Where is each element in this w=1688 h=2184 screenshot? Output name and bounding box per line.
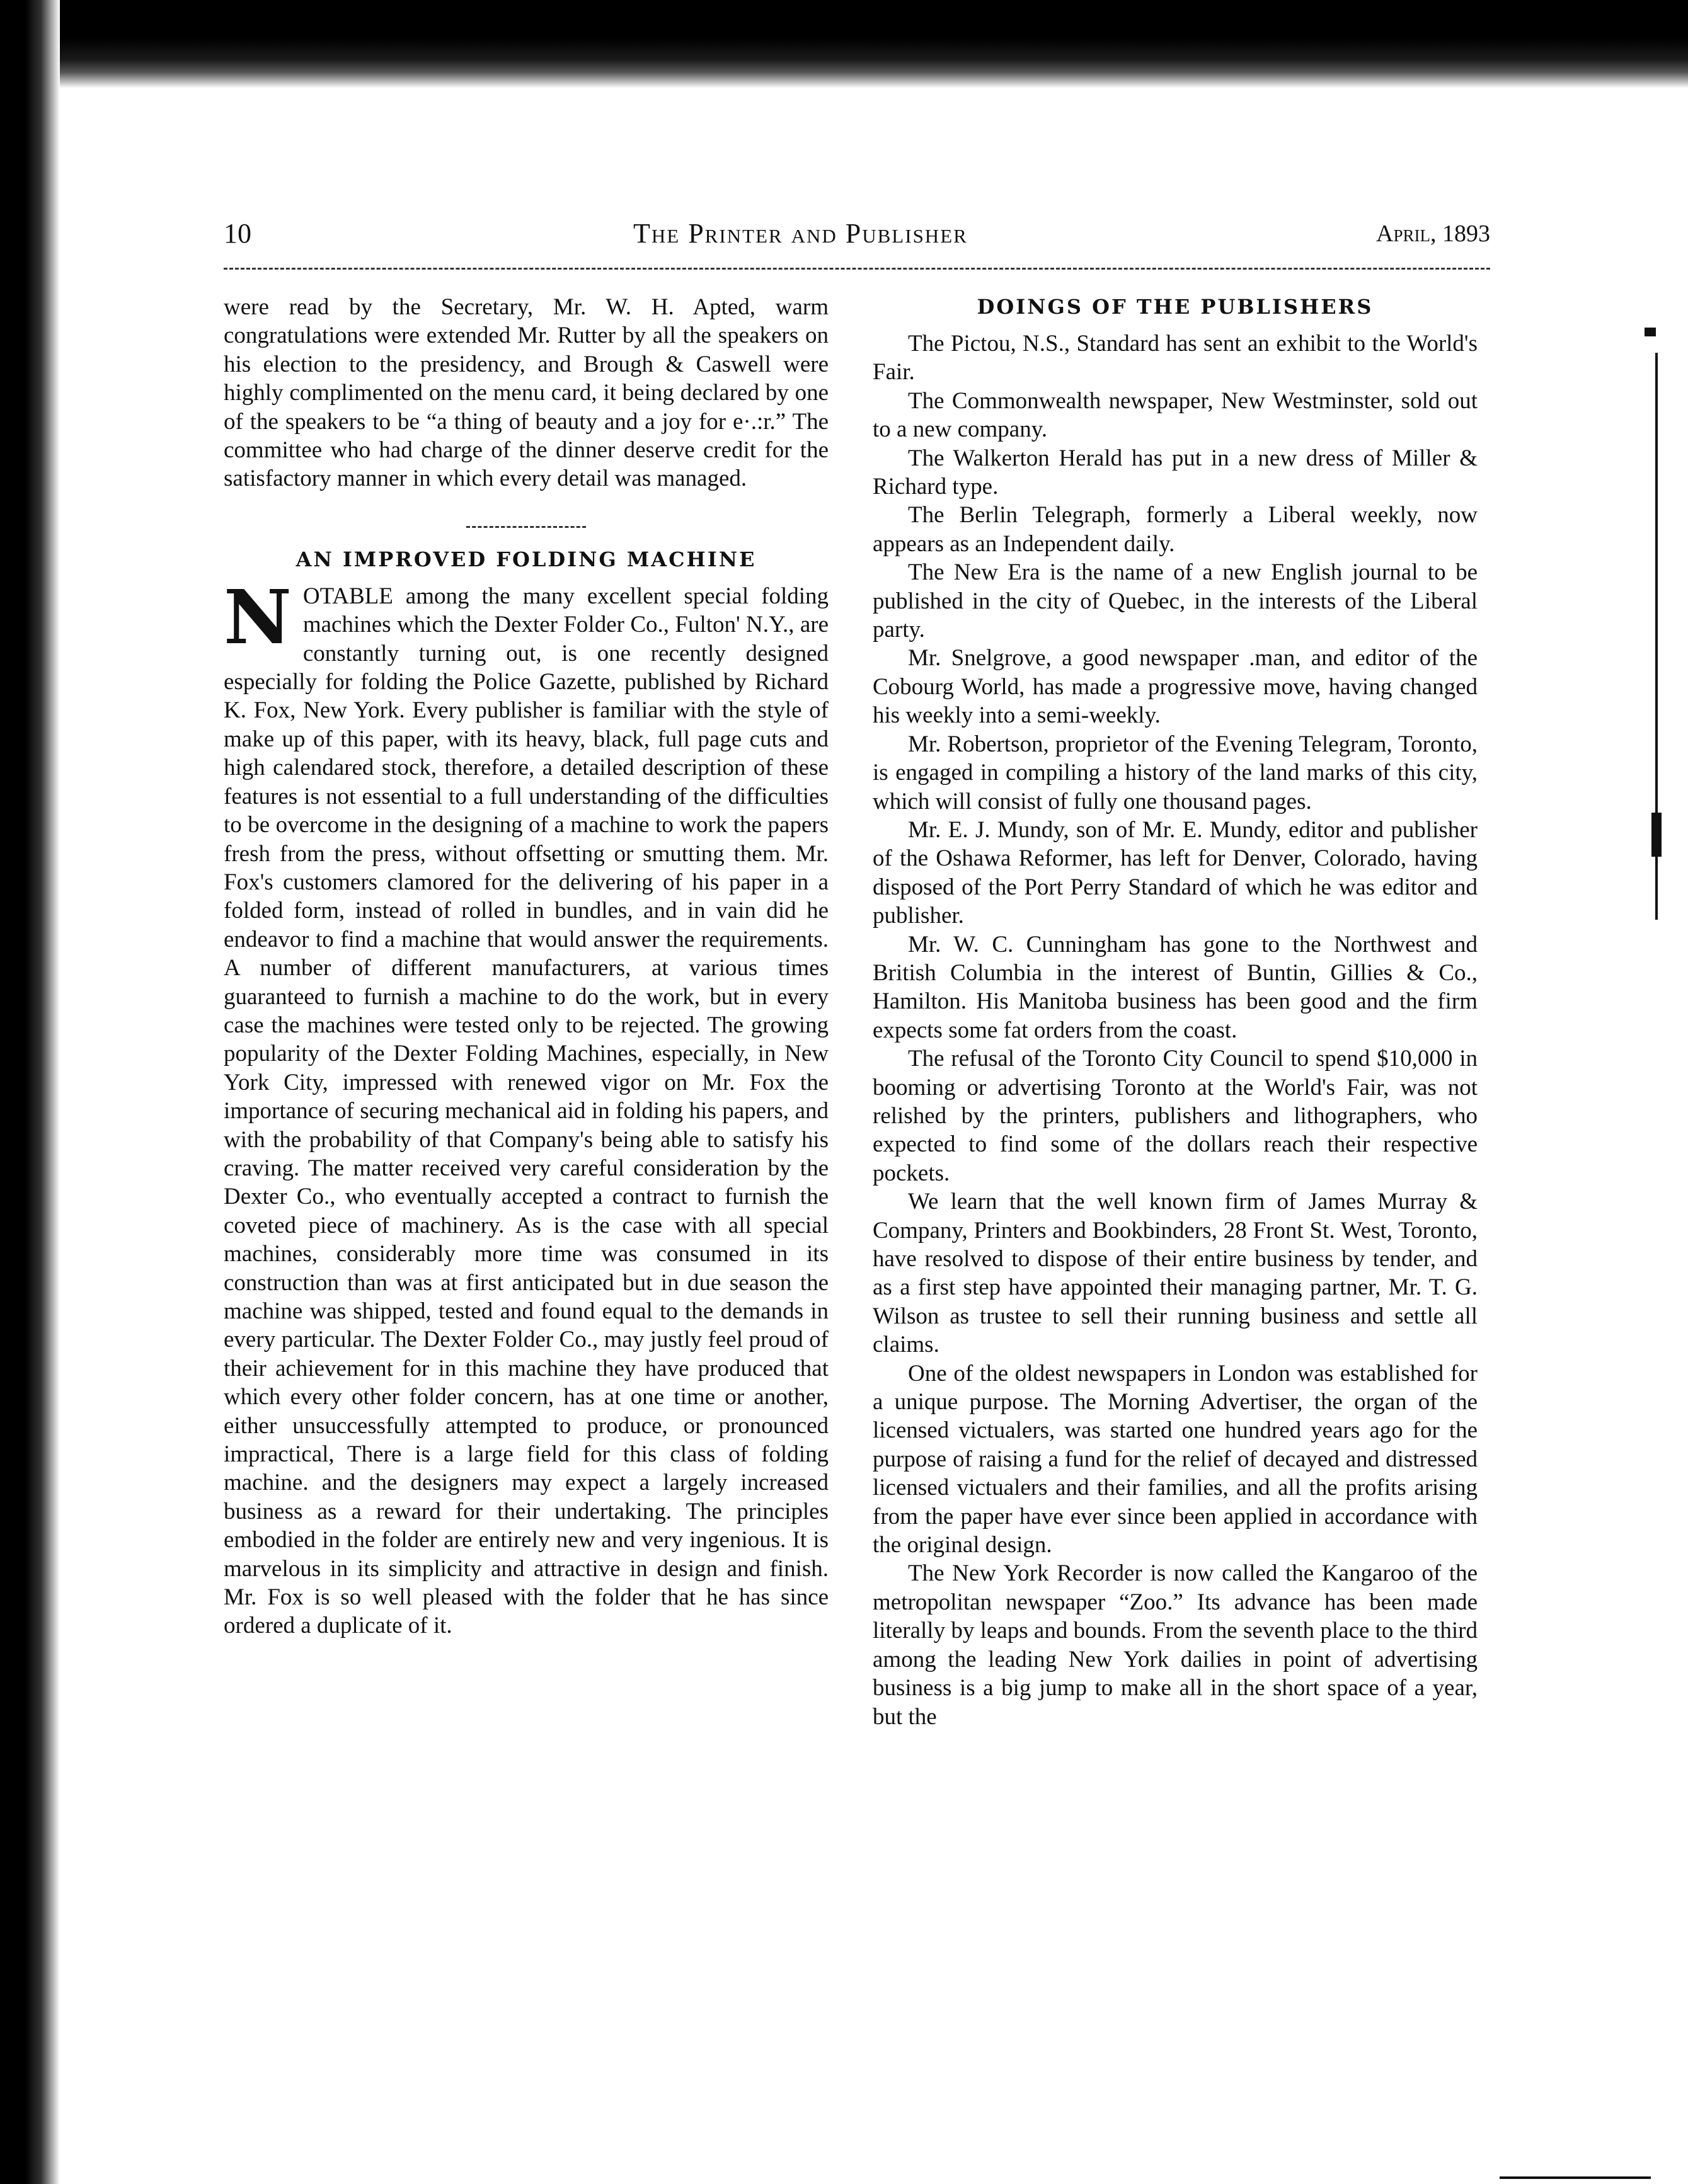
right-column [873,293,1478,1731]
news-item: The New York Recorder is now called the Kangaroo of the metropolitan newspaper “Zoo.” Its advance has been made literally by leaps and bounds. From the seventh place to the third among the leading New York dailies in point of advertising business is a big jump to make all in the short space of a year, but the [873,1560,1478,1730]
news-item: Mr. E. J. Mundy, son of Mr. E. Mundy, editor and publisher of the Oshawa Reformer, has left for Denver, Colorado, having disposed of the Port Perry Standard of which he was editor and publisher. [873,816,1478,929]
running-head [224,217,1490,255]
section-title: DOINGS OF THE PUBLISHERS [977,295,1374,319]
news-item: The Commonwealth newspaper, New Westminster, sold out to a new company. [873,387,1478,443]
news-item: Mr. W. C. Cunningham has gone to the Northwest and British Columbia in the interest of Buntin, Gillies & Co., Hamilton. His Manitoba business has been good and the firm expects some fat orders from the coast. [873,931,1478,1043]
scan-edge-left [0,0,60,2184]
margin-arrow-mark [1645,328,1656,336]
news-item: The Walkerton Herald has put in a new dress of Miller & Richard type. [873,445,1478,500]
issue-date: April, 1893 [1376,220,1490,247]
article-title: AN IMPROVED FOLDING MACHINE [296,547,757,571]
news-item: We learn that the well known firm of James Murray & Company, Printers and Bookbinders, 28 Front St. West, Toronto, have resolved to dispose of their entire business by tender, and as a first step have appointed their managing partner, Mr. T. G. Wilson as trustee to sell their running business and settle all claims. [873,1189,1478,1358]
left-column [224,293,829,1640]
bottom-rule [1500,2176,1651,2179]
news-item: The Pictou, N.S., Standard has sent an exhibit to the World's Fair. [873,331,1478,386]
news-item: Mr. Robertson, proprietor of the Evening Telegram, Toronto, is engaged in compiling a history of the land marks of this city, which will consist of fully one thousand pages. [873,731,1478,815]
news-item: The refusal of the Toronto City Council to spend $10,000 in booming or advertising Toronto at the World's Fair, was not relished by the printers, publishers and lithographers, who expected to find some of the dollars reach their respective pockets. [873,1046,1478,1186]
journal-title: The Printer and Publisher [633,218,968,249]
drop-cap: N [224,573,292,661]
scan-edge-top [0,0,1688,88]
article-body [224,573,829,1640]
margin-tick-mark [1651,813,1662,857]
continued-paragraph: were read by the Secretary, Mr. W. H. Apted, warm congratulations were extended Mr. Rutter by all the speakers on his election to the presidency, and Brough & Caswell were highly complimented on the menu card, it being declared by one of the speakers to be “a thing of beauty and a joy for e·.:r.” The committee who had charge of the dinner deserve credit for the satisfactory manner in which every detail was managed. [224,294,829,492]
page-number: 10 [224,218,251,249]
news-item: The Berlin Telegraph, formerly a Liberal weekly, now appears as an Independent daily. [873,502,1478,557]
news-item: The New Era is the name of a new English journal to be published in the city of Quebec, in the interests of the Liberal party. [873,559,1478,643]
header-rule [224,268,1490,270]
news-item: Mr. Snelgrove, a good newspaper .man, and editor of the Cobourg World, has made a progressive move, having changed his weekly into a semi-weekly. [873,645,1478,729]
section-divider [466,526,586,528]
news-item: One of the oldest newspapers in London was established for a unique purpose. The Morning Advertiser, the organ of the licensed victualers, was started one hundred years ago for the purpose of raising a fund for the relief of decayed and distressed licensed victualers and their families, and all the profits arising from the paper have ever since been applied in accordance with the original design. [873,1360,1478,1558]
article-text: OTABLE among the many excellent special folding machines which the Dexter Folder Co., Fulton' N.Y., are constantly turning out, is one recently designed especially for folding the Police Gazette, published by Richard K. Fox, New York. Every publisher is familiar with the style of make up of this paper, with its heavy, black, full page cuts and high calendared stock, therefore, a detailed description of these features is not essential to a full understanding of the difficulties to be overcome in the designing of a machine to work the papers fresh from the press, without offsetting or smutting them. Mr. Fox's customers clamored for the delivering of his paper in a folded form, instead of rolled in bundles, and in vain did he endeavor to find a machine that would answer the requirements. A number of different manufacturers, at various times guaranteed to furnish a machine to do the work, but in every case the machines were tested only to be rejected. The growing popularity of the Dexter Folding Machines, especially, in New York City, impressed with renewed vigor on Mr. Fox the importance of securing mechanical aid in folding his papers, and with the probability of that Company's being able to satisfy his craving. The matter received very careful consideration by the Dexter Co., who eventually accepted a contract to furnish the coveted piece of machinery. As is the case with all special machines, considerably more time was consumed in its construction than was at first anticipated but in due season the machine was shipped, tested and found equal to the demands in every particular. The Dexter Folder Co., may justly feel proud of their achievement for in this machine they have produced that which every other folder concern, has at one time or another, either unsuccessfully attempted to produce, or pronounced impractical, There is a large field for this class of folding machine. and the designers may expect a largely increased business as a reward for their undertaking. The principles embodied in the folder are entirely new and very ingenious. It is marvelous in its simplicity and attractive in design and finish. Mr. Fox is so well pleased with the folder that he has since ordered a duplicate of it. [224,583,829,1639]
